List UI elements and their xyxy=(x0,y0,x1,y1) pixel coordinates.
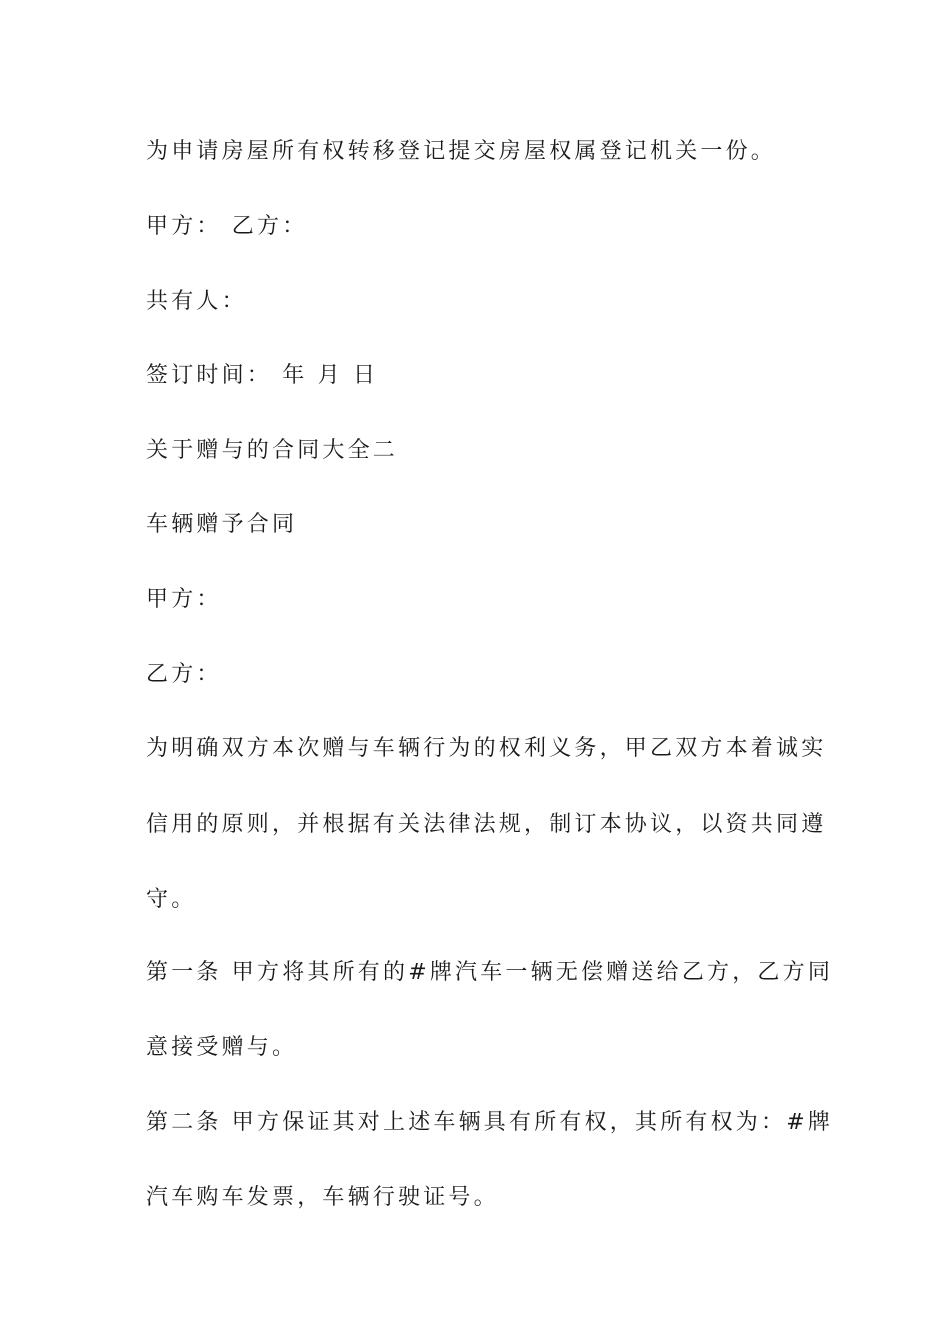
text-line-article-2-a: 第二条 甲方保证其对上述车辆具有所有权，其所有权为：#牌 xyxy=(146,1110,834,1135)
text-line-article-1-b: 意接受赠与。 xyxy=(146,1035,298,1060)
text-line-article-2-b: 汽车购车发票，车辆行驶证号。 xyxy=(146,1185,499,1210)
text-line-preamble-2: 信用的原则，并根据有关法律法规，制订本协议，以资共同遵 xyxy=(146,812,827,837)
section-heading: 关于赠与的合同大全二 xyxy=(146,438,399,463)
text-line-party-a: 甲方： xyxy=(146,587,222,612)
text-line-preamble-1: 为明确双方本次赠与车辆行为的权利义务，甲乙双方本着诚实 xyxy=(146,736,827,761)
contract-title: 车辆赠予合同 xyxy=(146,512,298,537)
text-line-co-owner: 共有人： xyxy=(146,289,247,314)
text-line-signing-date: 签订时间： 年 月 日 xyxy=(146,363,379,388)
text-line-party-b: 乙方： xyxy=(146,662,222,687)
text-line-article-1-a: 第一条 甲方将其所有的#牌汽车一辆无偿赠送给乙方，乙方同 xyxy=(146,960,834,985)
text-line-registration-copy: 为申请房屋所有权转移登记提交房屋权属登记机关一份。 xyxy=(146,139,777,164)
text-line-party-a-b-signature: 甲方： 乙方： xyxy=(146,214,308,239)
text-line-preamble-3: 守。 xyxy=(146,887,197,912)
